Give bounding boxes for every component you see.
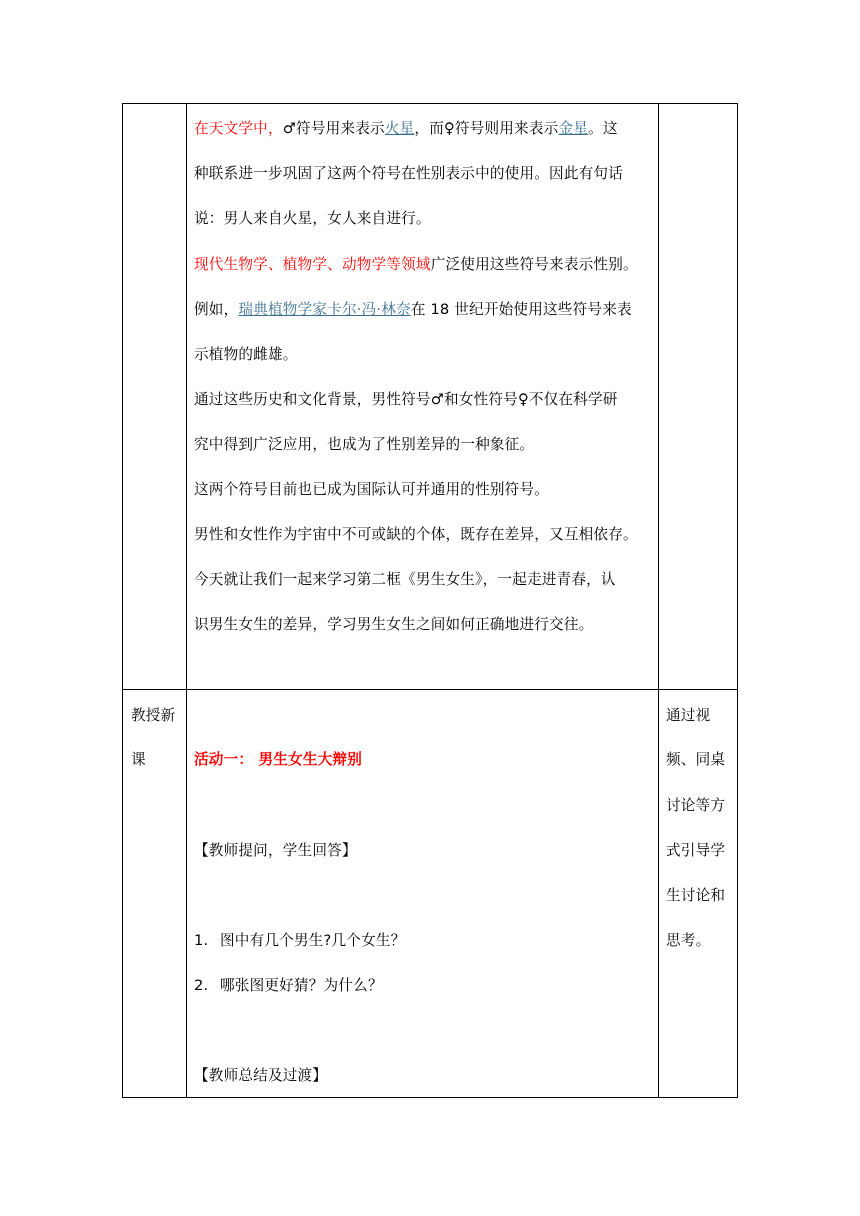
paragraph-line [194,570,616,590]
paragraph-line [194,480,549,500]
hyperlink[interactable]: 火星 [384,120,415,137]
design-intent-line: 讨论等方 [666,797,726,814]
text-segment: 例如， [194,301,239,318]
paragraph-line [194,345,298,365]
text-segment: 今天就让我们一起来学习第二框《男生女生》，一起走进青春，认 [194,571,616,588]
paragraph-line [194,525,638,545]
hyperlink[interactable]: 瑞典植物学家卡尔·冯·林奈 [238,301,411,318]
paragraph-line [194,119,618,139]
paragraph-line [194,255,638,275]
design-intent-line: 生讨论和 [666,887,726,904]
text-segment: ♂符号用来表示 [282,120,385,137]
design-intent-line: 式引导学 [666,842,726,859]
text-segment: 广泛使用这些符号来表示性别。 [430,256,638,273]
column-divider-2 [658,103,659,1098]
text-segment: ，而♀符号则用来表示 [414,120,559,137]
text-segment: 男性和女性作为宇宙中不可或缺的个体，既存在差异，又互相依存。 [194,526,638,543]
design-intent-line: 思考。 [666,932,711,949]
highlighted-text: 在天文学中， [194,120,283,137]
text-segment: 识男生女生的差异，学习男生女生之间如何正确地进行交往。 [194,616,594,633]
text-segment: 这两个符号目前也已成为国际认可并通用的性别符号。 [194,481,550,498]
text-segment: 说：男人来自火星，女人来自进行。 [194,210,431,227]
section-label-line-2: 课 [131,751,146,768]
text-segment: 种联系进一步巩固了这两个符号在性别表示中的使用。因此有句话 [194,165,624,182]
paragraph-line [194,615,593,635]
table-bottom-border [122,1097,738,1098]
section-label-line-1: 教授新 [131,707,176,724]
table-top-border [122,103,738,104]
text-segment: 通过这些历史和文化背景，男性符号♂和女性符号♀不仅在科学研 [194,391,618,408]
teacher-prompt: 【教师提问，学生回答】 [194,842,357,859]
activity-title: 活动一： 男生女生大辩别 [194,751,363,768]
text-segment: 示植物的雌雄。 [194,346,298,363]
paragraph-line [194,209,431,229]
design-intent-line: 频、同桌 [666,751,726,768]
design-intent-line: 通过视 [666,707,711,724]
text-segment: 在 18 世纪开始使用这些符号来表 [410,301,632,318]
paragraph-line [194,390,618,410]
question-text: 图中有几个男生?几个女生？ [220,932,406,949]
text-segment: 。这 [588,120,618,137]
paragraph-line [194,435,534,455]
table-right-border [737,103,738,1098]
hyperlink[interactable]: 金星 [558,120,589,137]
paragraph-line [194,164,623,184]
question-text: 哪张图更好猜？为什么？ [220,977,383,994]
teacher-summary: 【教师总结及过渡】 [194,1067,328,1084]
question-number: 2. [194,977,209,994]
highlighted-text: 现代生物学、植物学、动物学等领域 [194,256,431,273]
column-divider-1 [186,103,187,1098]
text-segment: 究中得到广泛应用，也成为了性别差异的一种象征。 [194,436,535,453]
table-left-border [122,103,123,1098]
question-number: 1. [194,932,209,949]
row-divider [122,689,738,690]
paragraph-line [194,300,632,320]
